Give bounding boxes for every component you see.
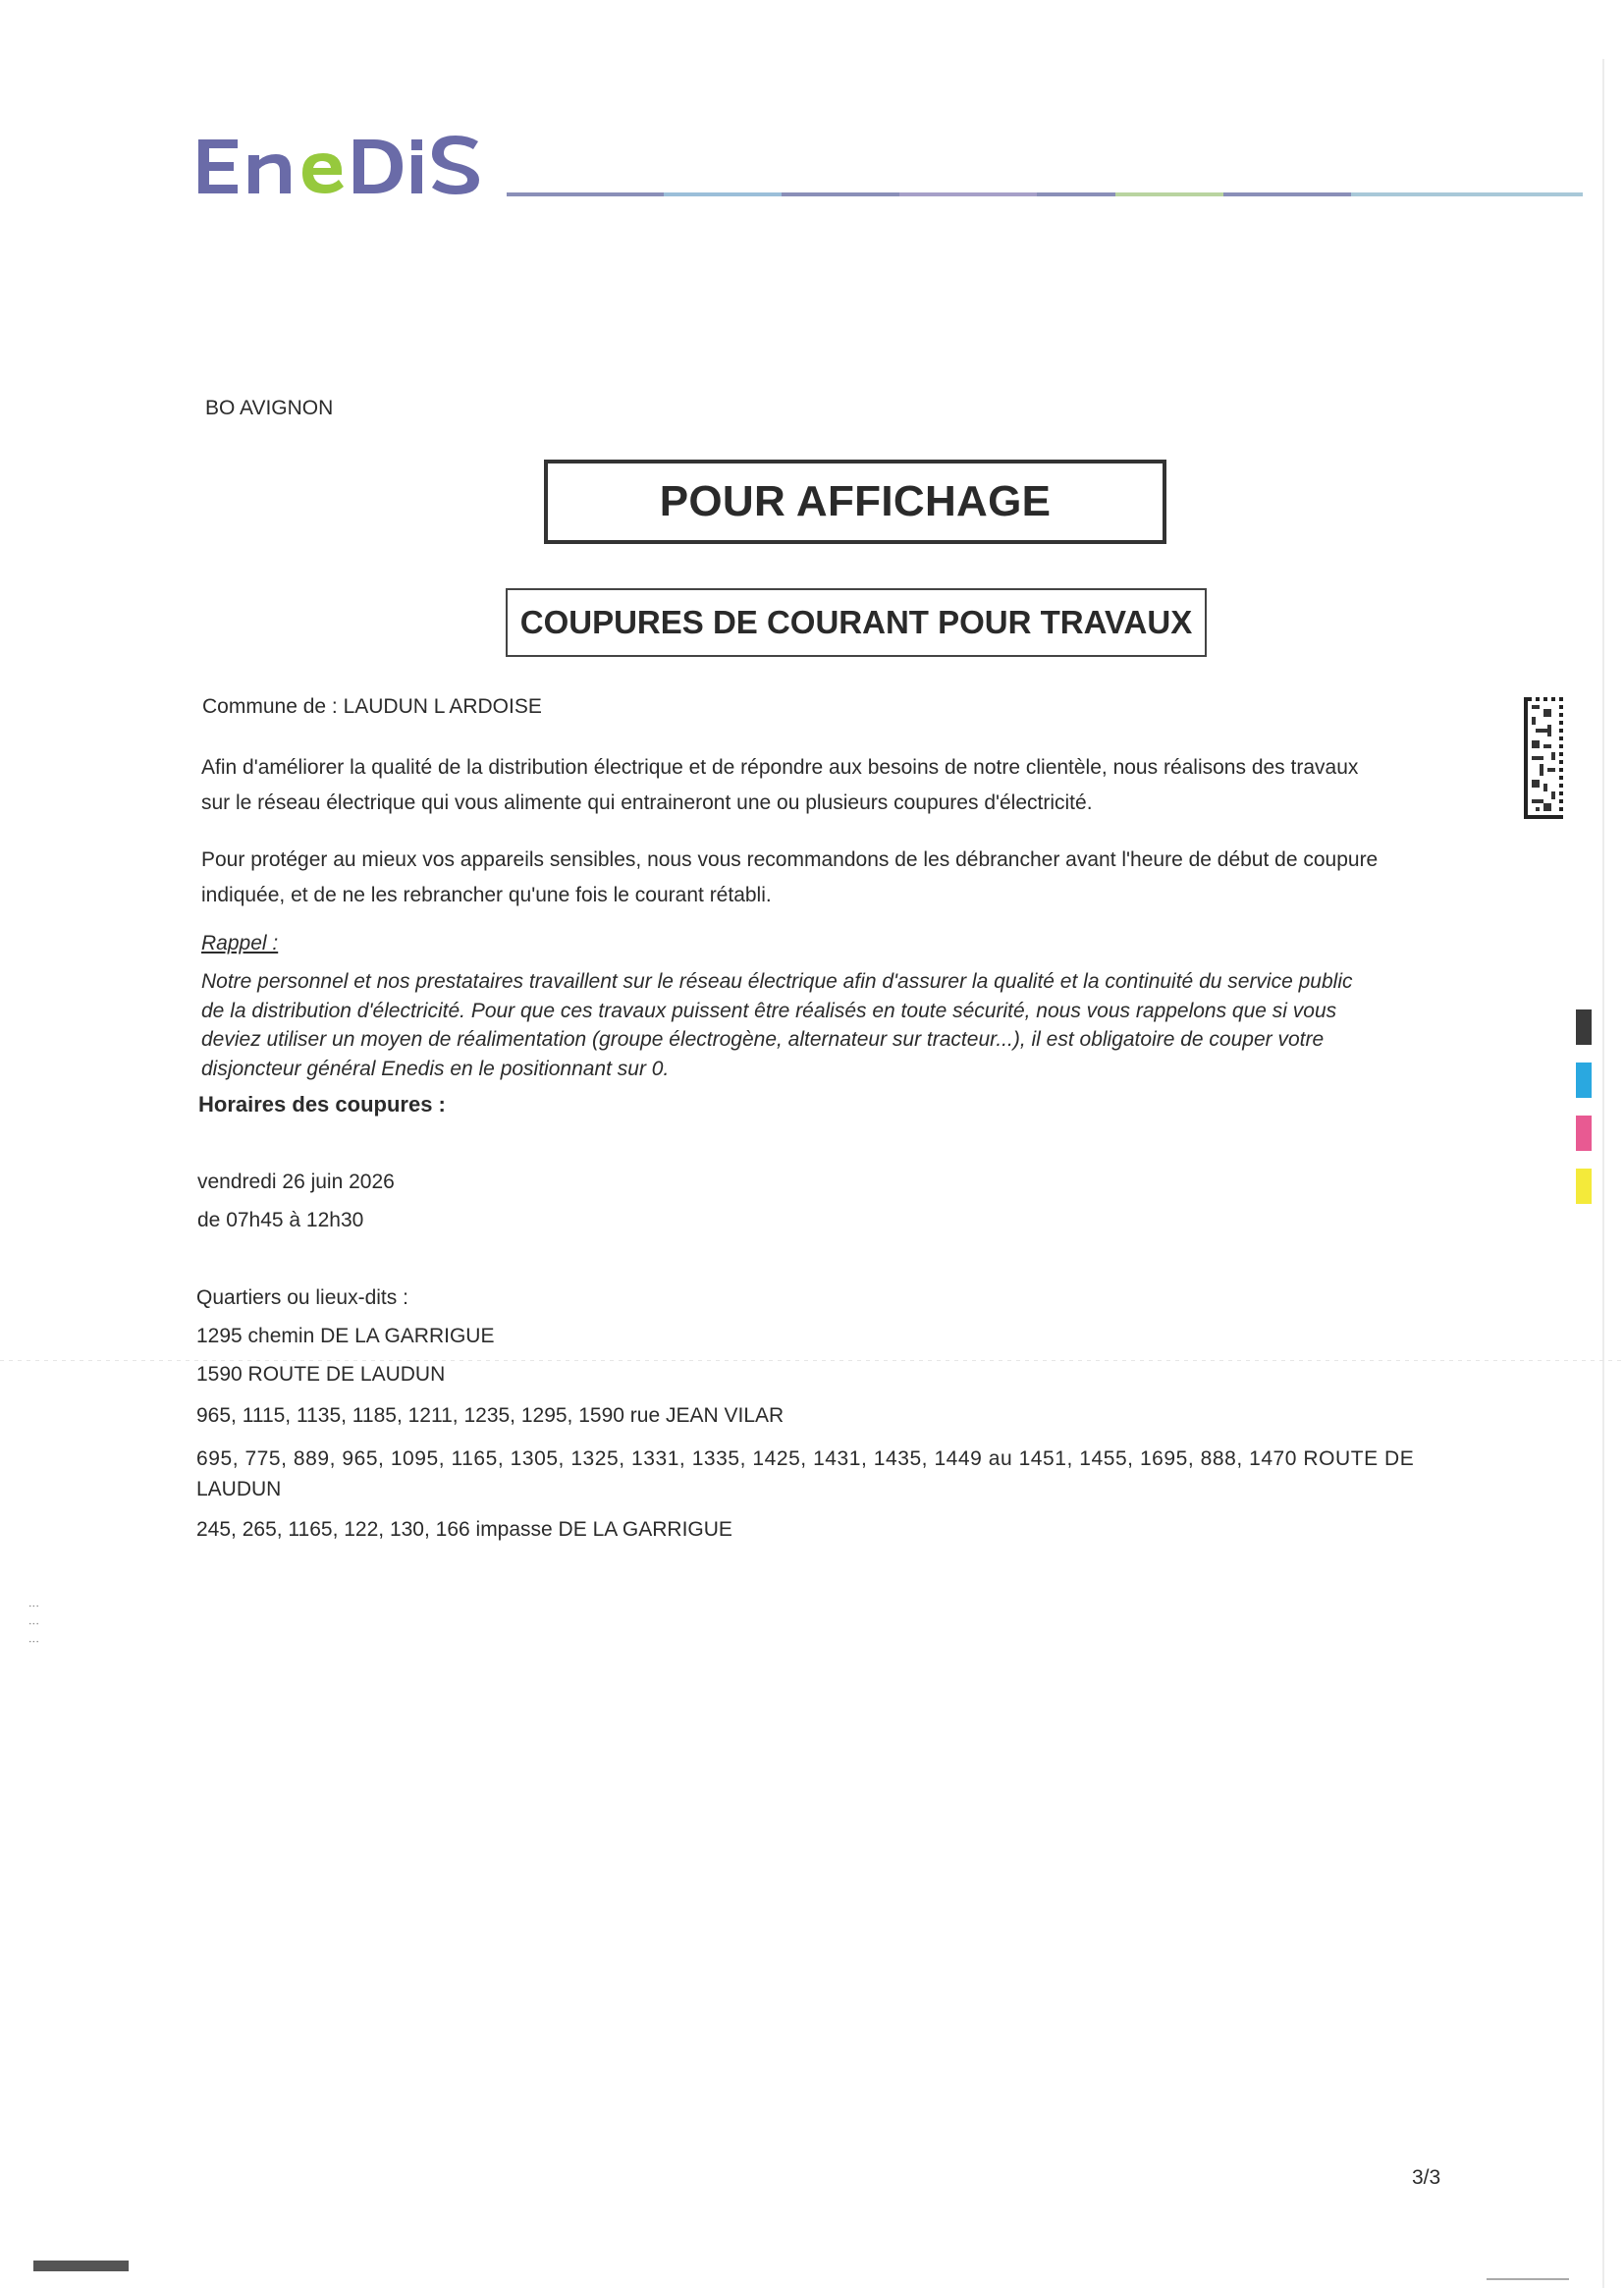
scan-mark-bar xyxy=(33,2261,129,2271)
rappel-line: disjoncteur général Enedis en le positionnant sur 0. xyxy=(201,1057,670,1080)
address-line: 245, 265, 1165, 122, 130, 166 impasse DE LA GARRIGUE xyxy=(196,1518,732,1541)
pour-affichage-title: POUR AFFICHAGE xyxy=(659,477,1052,525)
rappel-line: de la distribution d'électricité. Pour que ces travaux puissent être réalisés en toute sécurité, nous vous rappelons que si vous xyxy=(201,999,1337,1022)
intro-paragraph xyxy=(201,750,1468,821)
outage-time: de 07h45 à 12h30 xyxy=(197,1209,364,1231)
horaires-title: Horaires des coupures : xyxy=(198,1092,446,1117)
header-rule xyxy=(507,192,1583,196)
address-line: 1590 ROUTE DE LAUDUN xyxy=(196,1363,446,1386)
scan-mark-line xyxy=(1487,2278,1569,2280)
margin-artifact: ⋮ ⋮ ⋮ xyxy=(27,1601,39,1650)
page-number: 3/3 xyxy=(1412,2166,1441,2189)
color-mark-cyan xyxy=(1576,1063,1592,1098)
rappel-line: deviez utiliser un moyen de réalimentation (groupe électrogène, alternateur sur tracteur...), il est obligatoire de couper votre xyxy=(201,1028,1325,1051)
advice-line: Pour protéger au mieux vos appareils sensibles, nous vous recommandons de les débrancher avant l'heure de début de coupure xyxy=(201,848,1379,871)
enedis-logo xyxy=(194,130,489,203)
advice-paragraph xyxy=(201,843,1468,913)
commune-line: Commune de : LAUDUN L ARDOISE xyxy=(202,695,542,718)
pour-affichage-box xyxy=(544,460,1166,544)
rappel-line: Notre personnel et nos prestataires travaillent sur le réseau électrique afin d'assurer la qualité et la continuité du service public xyxy=(201,970,1353,993)
advice-line: indiquée, et de ne les rebrancher qu'une fois le courant rétabli. xyxy=(201,884,772,906)
datamatrix-code xyxy=(1524,697,1563,819)
rappel-text xyxy=(201,967,1352,1083)
color-mark-black xyxy=(1576,1009,1592,1045)
address-line: 1295 chemin DE LA GARRIGUE xyxy=(196,1325,495,1347)
color-mark-yellow xyxy=(1576,1169,1592,1204)
color-mark-magenta xyxy=(1576,1116,1592,1151)
intro-line: Afin d'améliorer la qualité de la distribution électrique et de répondre aux besoins de notre clientèle, nous réalisons des travaux xyxy=(201,756,1359,779)
address-line: 695, 775, 889, 965, 1095, 1165, 1305, 1325, 1331, 1335, 1425, 1431, 1435, 1449 au 1451, 1455, 1695, 888, 1470 ROUTE DE xyxy=(196,1447,1415,1470)
page-edge-line xyxy=(1602,59,1604,2288)
rappel-title: Rappel : xyxy=(201,932,279,954)
address-line: 965, 1115, 1135, 1185, 1211, 1235, 1295, 1590 rue JEAN VILAR xyxy=(196,1404,785,1427)
coupures-box xyxy=(506,588,1207,657)
sender-office: BO AVIGNON xyxy=(205,397,334,419)
coupures-title: COUPURES DE COURANT POUR TRAVAUX xyxy=(519,604,1193,640)
address-line: LAUDUN xyxy=(196,1478,282,1500)
scan-artifact-line xyxy=(0,1360,1624,1361)
quartiers-title: Quartiers ou lieux-dits : xyxy=(196,1286,408,1309)
intro-line: sur le réseau électrique qui vous alimente qui entraineront une ou plusieurs coupures d'électricité. xyxy=(201,791,1093,814)
outage-date: vendredi 26 juin 2026 xyxy=(197,1171,395,1193)
